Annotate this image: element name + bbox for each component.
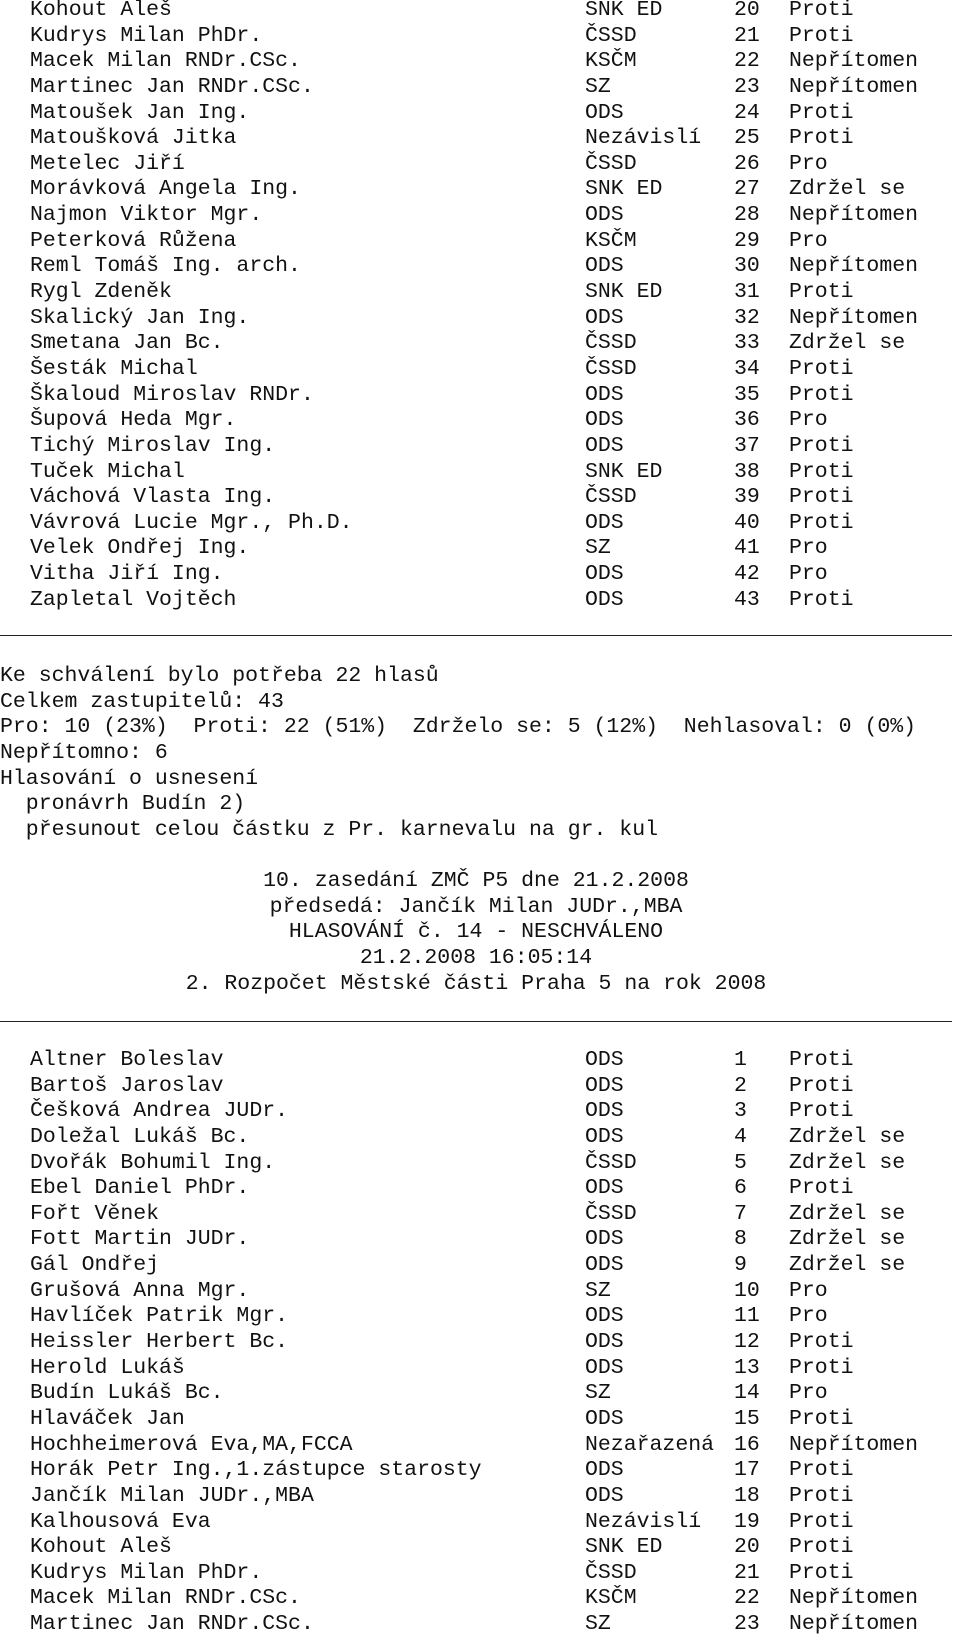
vote-value: Pro xyxy=(789,562,828,587)
table-row xyxy=(0,408,960,434)
vote-value: Zdržel se xyxy=(789,1253,906,1278)
party-name: ODS xyxy=(585,562,624,587)
motion-title: Hlasování o usnesení xyxy=(0,767,259,791)
table-row xyxy=(0,306,960,332)
party-name: KSČM xyxy=(585,49,637,74)
table-row xyxy=(0,1253,960,1279)
member-name: Reml Tomáš Ing. arch. xyxy=(30,254,301,279)
party-name: ODS xyxy=(585,1227,624,1252)
vote-value: Pro xyxy=(789,151,828,176)
table-row xyxy=(0,1381,960,1407)
party-name: Nezařazená xyxy=(585,1432,715,1457)
member-name: Doležal Lukáš Bc. xyxy=(30,1124,250,1149)
member-name: Kudrys Milan PhDr. xyxy=(30,23,263,48)
vote-title: HLASOVÁNÍ č. 14 - NESCHVÁLENO xyxy=(288,920,664,944)
party-name: SZ xyxy=(585,74,611,99)
member-name: Dvořák Bohumil Ing. xyxy=(30,1150,276,1175)
vote-value: Proti xyxy=(789,1099,854,1124)
member-number: 20 xyxy=(734,0,760,22)
table-row xyxy=(0,0,960,24)
party-name: ODS xyxy=(585,587,624,612)
member-name: Horák Petr Ing.,1.zástupce starosty xyxy=(30,1458,482,1483)
member-name: Škaloud Miroslav RNDr. xyxy=(30,382,314,407)
member-number: 37 xyxy=(734,433,760,458)
member-name: Váchová Vlasta Ing. xyxy=(30,485,276,510)
table-row xyxy=(0,280,960,306)
party-name: ODS xyxy=(585,100,624,125)
vote-value: Proti xyxy=(789,433,854,458)
member-name: Kudrys Milan PhDr. xyxy=(30,1560,263,1585)
member-number: 42 xyxy=(734,562,760,587)
member-number: 18 xyxy=(734,1483,760,1508)
vote-value: Proti xyxy=(789,1535,854,1560)
table-row xyxy=(0,1484,960,1510)
table-row xyxy=(0,511,960,537)
vote-value: Proti xyxy=(789,356,854,381)
vote-value: Nepřítomen xyxy=(789,74,919,99)
party-name: ODS xyxy=(585,382,624,407)
table-row xyxy=(0,1176,960,1202)
table-row xyxy=(0,1151,960,1177)
party-name: ČSSD xyxy=(585,1201,637,1226)
member-name: Bartoš Jaroslav xyxy=(30,1073,224,1098)
vote-value: Zdržel se xyxy=(789,1150,906,1175)
party-name: ODS xyxy=(585,1483,624,1508)
vote-value: Pro xyxy=(789,1278,828,1303)
table-row xyxy=(0,1433,960,1459)
table-row xyxy=(0,1407,960,1433)
vote-value: Proti xyxy=(789,382,854,407)
party-name: ODS xyxy=(585,305,624,330)
vote-datetime: 21.2.2008 16:05:14 xyxy=(359,946,593,970)
divider-top xyxy=(0,635,952,636)
table-row xyxy=(0,536,960,562)
table-row xyxy=(0,1535,960,1561)
vote-value: Proti xyxy=(789,1483,854,1508)
party-name: SNK ED xyxy=(585,0,663,22)
member-number: 1 xyxy=(734,1048,747,1072)
vote-value: Zdržel se xyxy=(789,1201,906,1226)
party-name: ODS xyxy=(585,510,624,535)
member-number: 39 xyxy=(734,485,760,510)
table-row xyxy=(0,1279,960,1305)
member-number: 25 xyxy=(734,126,760,151)
member-number: 21 xyxy=(734,23,760,48)
member-name: Šupová Heda Mgr. xyxy=(30,408,237,433)
member-name: Macek Milan RNDr.CSc. xyxy=(30,49,301,74)
table-row xyxy=(0,357,960,383)
party-name: ČSSD xyxy=(585,151,637,176)
party-name: ČSSD xyxy=(585,1560,637,1585)
table-row xyxy=(0,460,960,486)
vote-value: Proti xyxy=(789,1048,854,1072)
party-name: ODS xyxy=(585,1458,624,1483)
member-number: 4 xyxy=(734,1124,747,1149)
party-name: ODS xyxy=(585,1304,624,1329)
table-row xyxy=(0,203,960,229)
member-number: 27 xyxy=(734,177,760,202)
vote-list-top xyxy=(0,0,960,613)
member-name: Ebel Daniel PhDr. xyxy=(30,1176,250,1201)
required-votes: Ke schválení bylo potřeba 22 hlasů xyxy=(0,664,439,688)
vote-value: Pro xyxy=(789,408,828,433)
table-row xyxy=(0,152,960,178)
member-name: Altner Boleslav xyxy=(30,1048,224,1072)
member-name: Šesták Michal xyxy=(30,356,198,381)
member-number: 31 xyxy=(734,280,760,305)
member-number: 35 xyxy=(734,382,760,407)
member-name: Tuček Michal xyxy=(30,459,185,484)
vote-value: Zdržel se xyxy=(789,1227,906,1252)
member-number: 22 xyxy=(734,49,760,74)
member-number: 7 xyxy=(734,1201,747,1226)
member-number: 13 xyxy=(734,1355,760,1380)
member-name: Kohout Aleš xyxy=(30,1535,172,1560)
table-row xyxy=(0,1304,960,1330)
table-row xyxy=(0,1612,960,1638)
member-number: 38 xyxy=(734,459,760,484)
party-name: SNK ED xyxy=(585,1535,663,1560)
vote-value: Proti xyxy=(789,1560,854,1585)
table-row xyxy=(0,101,960,127)
member-number: 8 xyxy=(734,1227,747,1252)
party-name: SZ xyxy=(585,1612,611,1637)
member-name: Havlíček Patrik Mgr. xyxy=(30,1304,289,1329)
member-number: 29 xyxy=(734,228,760,253)
member-name: Vitha Jiří Ing. xyxy=(30,562,224,587)
vote-value: Proti xyxy=(789,100,854,125)
party-name: ODS xyxy=(585,1253,624,1278)
member-number: 22 xyxy=(734,1586,760,1611)
vote-value: Proti xyxy=(789,1509,854,1534)
member-name: Najmon Viktor Mgr. xyxy=(30,203,263,228)
member-name: Smetana Jan Bc. xyxy=(30,331,224,356)
member-number: 26 xyxy=(734,151,760,176)
member-name: Tichý Miroslav Ing. xyxy=(30,433,276,458)
table-row xyxy=(0,1202,960,1228)
member-number: 2 xyxy=(734,1073,747,1098)
vote-value: Nepřítomen xyxy=(789,49,919,74)
table-row xyxy=(0,1227,960,1253)
vote-value: Proti xyxy=(789,0,854,22)
vote-value: Proti xyxy=(789,280,854,305)
member-number: 15 xyxy=(734,1406,760,1431)
member-number: 11 xyxy=(734,1304,760,1329)
vote-value: Nepřítomen xyxy=(789,1432,919,1457)
table-row xyxy=(0,383,960,409)
party-name: SNK ED xyxy=(585,280,663,305)
party-name: SNK ED xyxy=(585,177,663,202)
party-name: Nezávislí xyxy=(585,126,702,151)
vote-value: Nepřítomen xyxy=(789,1612,919,1637)
total-members: Celkem zastupitelů: 43 xyxy=(0,690,284,714)
party-name: ODS xyxy=(585,254,624,279)
vote-value: Proti xyxy=(789,1176,854,1201)
party-name: ČSSD xyxy=(585,356,637,381)
member-number: 17 xyxy=(734,1458,760,1483)
table-row xyxy=(0,562,960,588)
party-name: ODS xyxy=(585,408,624,433)
party-name: SZ xyxy=(585,536,611,561)
table-row xyxy=(0,1048,960,1074)
member-name: Kalhousová Eva xyxy=(30,1509,211,1534)
vote-value: Proti xyxy=(789,1355,854,1380)
party-name: SNK ED xyxy=(585,459,663,484)
vote-value: Zdržel se xyxy=(789,331,906,356)
vote-value: Proti xyxy=(789,1330,854,1355)
member-name: Gál Ondřej xyxy=(30,1253,160,1278)
member-number: 23 xyxy=(734,74,760,99)
member-name: Hlaváček Jan xyxy=(30,1406,185,1431)
party-name: ODS xyxy=(585,1073,624,1098)
member-name: Rygl Zdeněk xyxy=(30,280,172,305)
member-name: Zapletal Vojtěch xyxy=(30,587,237,612)
vote-value: Pro xyxy=(789,228,828,253)
party-name: ODS xyxy=(585,1355,624,1380)
member-name: Kohout Aleš xyxy=(30,0,172,22)
party-name: ODS xyxy=(585,1099,624,1124)
table-row xyxy=(0,331,960,357)
member-number: 40 xyxy=(734,510,760,535)
vote-value: Nepřítomen xyxy=(789,305,919,330)
member-number: 6 xyxy=(734,1176,747,1201)
party-name: Nezávislí xyxy=(585,1509,702,1534)
table-row xyxy=(0,75,960,101)
party-name: SZ xyxy=(585,1278,611,1303)
member-name: Budín Lukáš Bc. xyxy=(30,1381,224,1406)
member-number: 30 xyxy=(734,254,760,279)
vote-value: Proti xyxy=(789,1406,854,1431)
vote-value: Zdržel se xyxy=(789,177,906,202)
member-number: 10 xyxy=(734,1278,760,1303)
vote-value: Proti xyxy=(789,510,854,535)
table-row xyxy=(0,1074,960,1100)
party-name: ČSSD xyxy=(585,331,637,356)
table-row xyxy=(0,1330,960,1356)
member-number: 20 xyxy=(734,1535,760,1560)
member-number: 14 xyxy=(734,1381,760,1406)
member-name: Metelec Jiří xyxy=(30,151,185,176)
party-name: ODS xyxy=(585,433,624,458)
table-row xyxy=(0,434,960,460)
absent-count: Nepřítomno: 6 xyxy=(0,741,168,765)
member-name: Martinec Jan RNDr.CSc. xyxy=(30,74,314,99)
table-row xyxy=(0,1561,960,1587)
member-number: 9 xyxy=(734,1253,747,1278)
party-name: ODS xyxy=(585,1124,624,1149)
member-name: Herold Lukáš xyxy=(30,1355,185,1380)
member-number: 21 xyxy=(734,1560,760,1585)
agenda-item: 2. Rozpočet Městské části Praha 5 na rok 2008 xyxy=(185,972,767,996)
table-row xyxy=(0,1125,960,1151)
vote-value: Pro xyxy=(789,536,828,561)
party-name: SZ xyxy=(585,1381,611,1406)
vote-value: Proti xyxy=(789,126,854,151)
party-name: ODS xyxy=(585,1406,624,1431)
member-name: Macek Milan RNDr.CSc. xyxy=(30,1586,301,1611)
member-number: 33 xyxy=(734,331,760,356)
vote-value: Proti xyxy=(789,1073,854,1098)
member-name: Fořt Věnek xyxy=(30,1201,160,1226)
member-number: 28 xyxy=(734,203,760,228)
party-name: KSČM xyxy=(585,228,637,253)
vote-value: Zdržel se xyxy=(789,1124,906,1149)
table-row xyxy=(0,24,960,50)
member-number: 12 xyxy=(734,1330,760,1355)
vote-value: Proti xyxy=(789,459,854,484)
member-number: 34 xyxy=(734,356,760,381)
member-name: Fott Martin JUDr. xyxy=(30,1227,250,1252)
vote-value: Proti xyxy=(789,1458,854,1483)
vote-value: Proti xyxy=(789,485,854,510)
member-name: Morávková Angela Ing. xyxy=(30,177,301,202)
vote-value: Nepřítomen xyxy=(789,1586,919,1611)
party-name: ODS xyxy=(585,1176,624,1201)
motion-line-2: přesunout celou částku z Pr. karnevalu na gr. kul xyxy=(0,818,659,842)
member-name: Hochheimerová Eva,MA,FCCA xyxy=(30,1432,353,1457)
table-row xyxy=(0,1586,960,1612)
member-number: 43 xyxy=(734,587,760,612)
table-row xyxy=(0,1510,960,1536)
party-name: ODS xyxy=(585,1330,624,1355)
member-name: Martinec Jan RNDr.CSc. xyxy=(30,1612,314,1637)
vote-value: Proti xyxy=(789,23,854,48)
party-name: ČSSD xyxy=(585,485,637,510)
member-number: 3 xyxy=(734,1099,747,1124)
vote-value: Pro xyxy=(789,1381,828,1406)
member-number: 32 xyxy=(734,305,760,330)
table-row xyxy=(0,177,960,203)
table-row xyxy=(0,588,960,614)
table-row xyxy=(0,1099,960,1125)
member-name: Heissler Herbert Bc. xyxy=(30,1330,289,1355)
table-row xyxy=(0,1458,960,1484)
member-number: 19 xyxy=(734,1509,760,1534)
member-number: 41 xyxy=(734,536,760,561)
table-row xyxy=(0,229,960,255)
party-name: ČSSD xyxy=(585,23,637,48)
member-name: Jančík Milan JUDr.,MBA xyxy=(30,1483,314,1508)
chair-line: předsedá: Jančík Milan JUDr.,MBA xyxy=(269,895,683,919)
member-name: Skalický Jan Ing. xyxy=(30,305,250,330)
session-title: 10. zasedání ZMČ P5 dne 21.2.2008 xyxy=(263,869,689,893)
table-row xyxy=(0,1356,960,1382)
vote-value: Nepřítomen xyxy=(789,254,919,279)
vote-list-bottom xyxy=(0,1048,960,1638)
table-row xyxy=(0,485,960,511)
member-number: 23 xyxy=(734,1612,760,1637)
vote-value: Nepřítomen xyxy=(789,203,919,228)
table-row xyxy=(0,49,960,75)
member-number: 36 xyxy=(734,408,760,433)
member-name: Vávrová Lucie Mgr., Ph.D. xyxy=(30,510,353,535)
motion-line-1: pronávrh Budín 2) xyxy=(0,792,246,816)
member-number: 24 xyxy=(734,100,760,125)
table-row xyxy=(0,126,960,152)
member-number: 16 xyxy=(734,1432,760,1457)
vote-counts: Pro: 10 (23%) Proti: 22 (51%) Zdrželo se: 5 (12%) Nehlasoval: 0 (0%) xyxy=(0,715,917,739)
table-row xyxy=(0,254,960,280)
divider-bottom xyxy=(0,1021,952,1022)
vote-value: Proti xyxy=(789,587,854,612)
member-number: 5 xyxy=(734,1150,747,1175)
member-name: Peterková Růžena xyxy=(30,228,237,253)
party-name: KSČM xyxy=(585,1586,637,1611)
party-name: ODS xyxy=(585,203,624,228)
member-name: Matoušek Jan Ing. xyxy=(30,100,250,125)
member-name: Velek Ondřej Ing. xyxy=(30,536,250,561)
member-name: Matoušková Jitka xyxy=(30,126,237,151)
vote-value: Pro xyxy=(789,1304,828,1329)
party-name: ODS xyxy=(585,1048,624,1072)
party-name: ČSSD xyxy=(585,1150,637,1175)
member-name: Grušová Anna Mgr. xyxy=(30,1278,250,1303)
member-name: Češková Andrea JUDr. xyxy=(30,1099,289,1124)
